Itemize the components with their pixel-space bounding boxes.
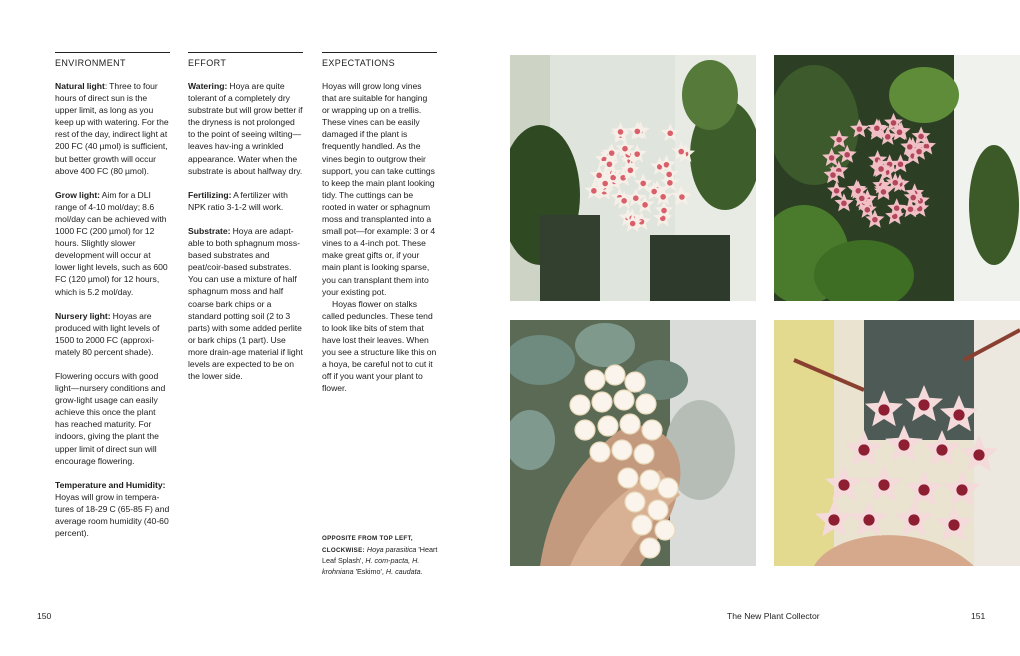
environment-column (55, 52, 170, 551)
hoya-compacta-photo (774, 55, 1020, 301)
hoya-krohniana-eskimo-photo (510, 320, 756, 566)
effort-column (188, 52, 303, 394)
paragraph-natural-light: Natural light: Three to four hours of direct sun is the upper limit, as long as you keep up with watering. For the rest of the day, indirect light at 200 FC (40 µmol) is sufficient, but better growth will occur above 400 FC (80 µmol). (55, 81, 169, 176)
column-heading: EXPECTATIONS (322, 58, 395, 68)
photo-caption: OPPOSITE FROM TOP LEFT, CLOCKWISE: Hoya parasitica 'Heart Leaf Splash', H. com-pacta, H. krohniana 'Eskimo', H. caudata. (322, 535, 438, 576)
paragraph-temperature-humidity: Temperature and Humidity: Hoyas will grow in tempera-tures of 18-29 C (65-85 F) and average room humidity (40-60 percent). (55, 479, 170, 539)
running-title: The New Plant Collector (727, 611, 820, 621)
paragraph-watering: Watering: Hoya are quite tolerant of a completely dry substrate but will grow better if the dryness is not prolonged to the point of seeing wilting—leaves hav-ing a wrinkled appearance. Water when the substrate is about halfway dry. (188, 81, 303, 176)
paragraph-fertilizing: Fertilizing: A fertilizer with NPK ratio 3-1-2 will work. (188, 189, 288, 212)
hoya-caudata-photo (774, 320, 1020, 566)
paragraph-substrate: Substrate: Hoya are adapt-able to both sphagnum moss-based substrates and peat/coir-based substrates. You can use a mixture of half sphagnum moss and half coarse bark chips or a standard potting soil (2 to 3 parts) with some added perlite or bark chips (1 part). Use more drain-age material if light levels are expected to be on the lower side. (188, 225, 303, 382)
column-rule (188, 52, 303, 53)
column-rule (55, 52, 170, 53)
paragraph-flowering: Flowering occurs with good light—nursery conditions and grow-light usage can easily achieve this once the plant has reached maturity. For indoors, giving the plant the upper limit of direct sun will encourage flowering. (55, 370, 166, 466)
paragraph-grow-light: Grow light: Aim for a DLI range of 4-10 mol/day; 8.6 mol/day can be achieved with 1000 FC (200 µmol) for 12 hours. Slightly slower development will occur at lower light levels, such as 600 FC (120 µmol) for 12 hours, which is 5.2 mol/day. (55, 189, 168, 297)
column-heading: EFFORT (188, 58, 227, 68)
column-rule (322, 52, 437, 53)
paragraph-peduncles: Hoyas flower on stalks called peduncles. These tend to look like bits of stem that have lost their leaves. When you see a structure like this on a hoya, be careful not to cut it off if you want your plant to flower. (322, 298, 437, 394)
paragraph-nursery-light: Nursery light: Hoyas are produced with light levels of 1500 to 2000 FC (approxi-mately 80 percent shade). (55, 310, 160, 357)
hoya-parasitica-photo (510, 55, 756, 301)
paragraph-vines: Hoyas will grow long vines that are suitable for hanging or wrapping up on a trellis. These vines can be easily damaged if the plant is frequently handled. As the vines begin to outgrow their support, you can take cuttings to keep the main plant looking tidy. The cuttings can be rooted in water or sphagnum moss and transplanted into a small pot—for example: 3 or 4 vines to a 4-inch pot. These make great gifts or, if your main plant is looking sparse, you can transplant them into your existing pot. (322, 81, 436, 297)
left-page-number: 150 (37, 611, 52, 621)
right-page-number: 151 (971, 611, 986, 621)
expectations-column (322, 52, 437, 406)
column-heading: ENVIRONMENT (55, 58, 126, 68)
